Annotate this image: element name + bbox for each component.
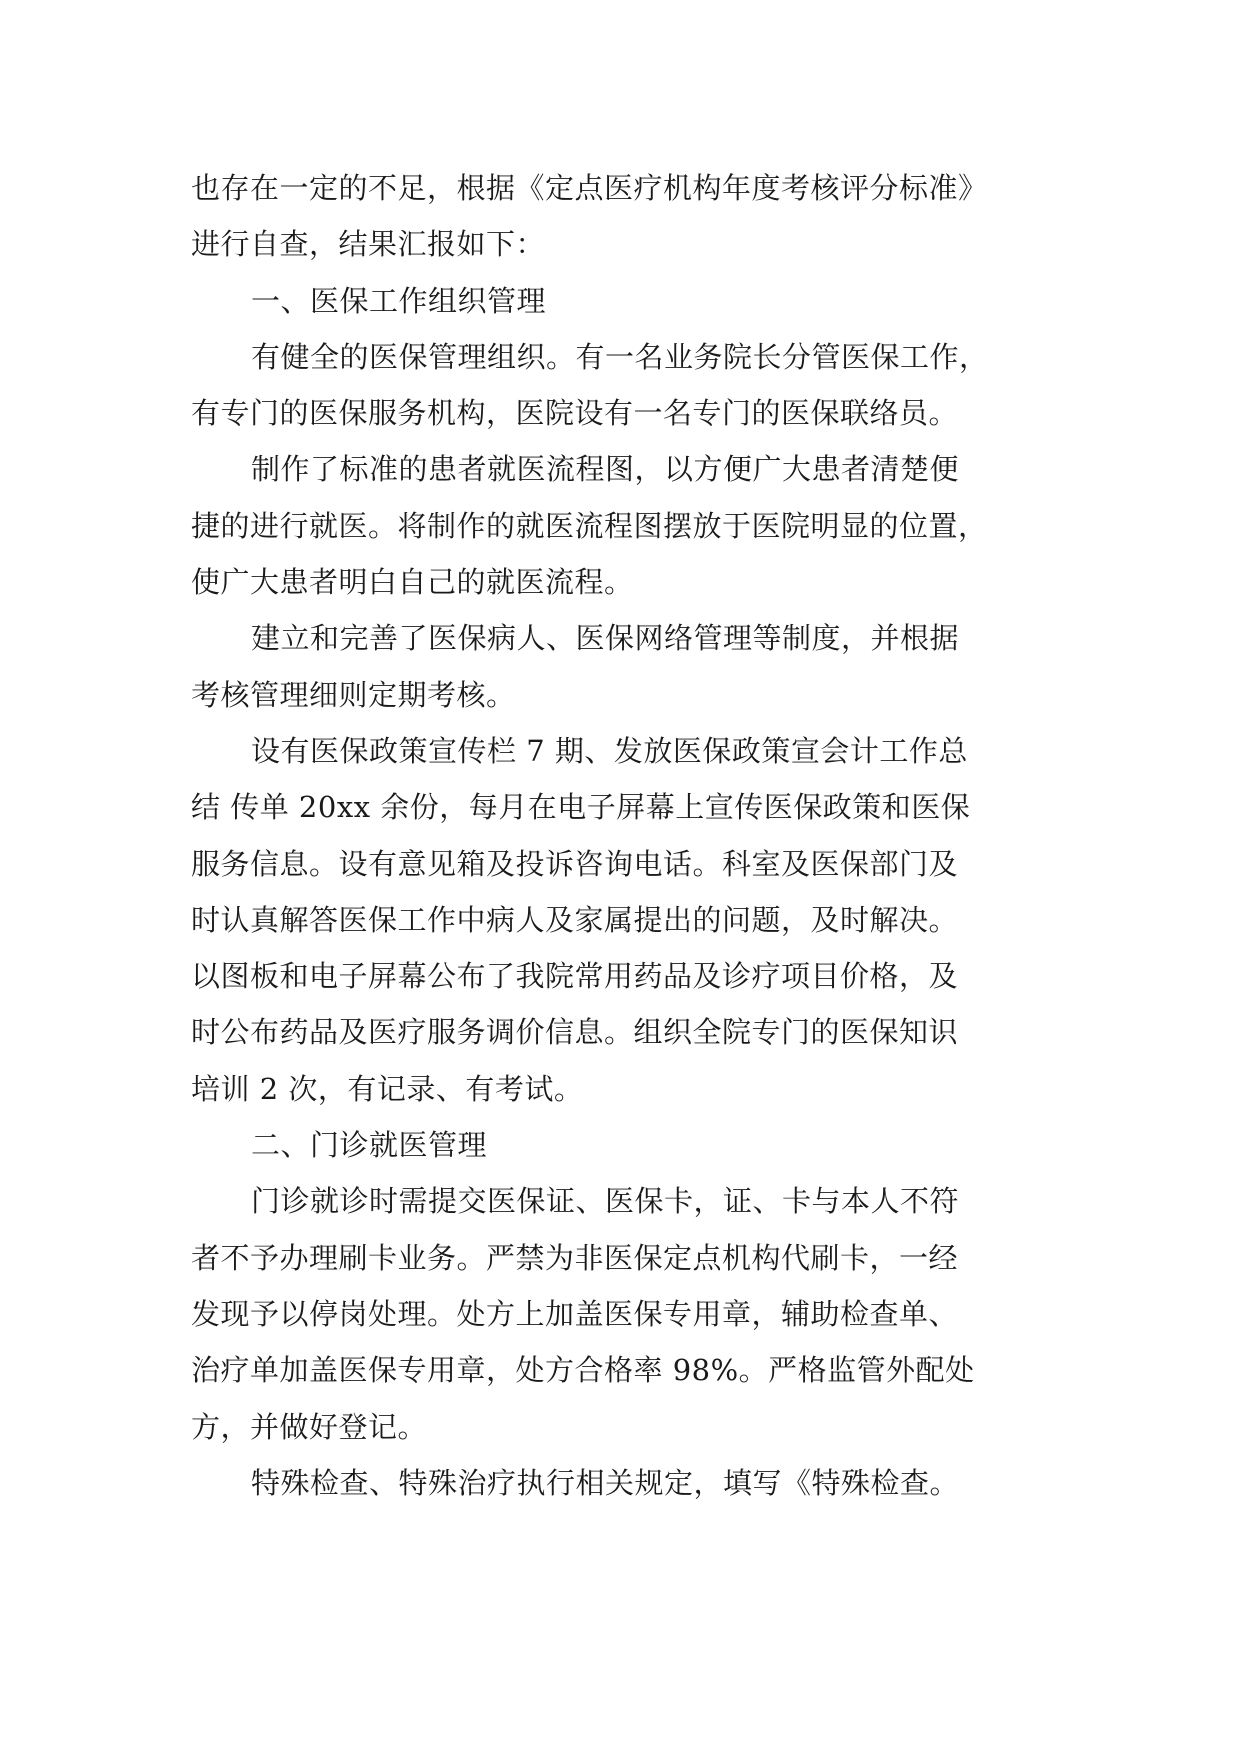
text-line: 时认真解答医保工作中病人及家属提出的问题，及时解决。 — [191, 902, 959, 937]
text-line: 时公布药品及医疗服务调价信息。组织全院专门的医保知识 — [191, 1015, 959, 1050]
text-line: 考核管理细则定期考核。 — [191, 677, 516, 712]
paragraph-start: 制作了标准的患者就医流程图，以方便广大患者清楚便 — [251, 452, 960, 487]
text-line: 进行自查，结果汇报如下： — [191, 227, 546, 262]
paragraph-start: 有健全的医保管理组织。有一名业务院长分管医保工作， — [251, 339, 989, 374]
text-line: 也存在一定的不足，根据《定点医疗机构年度考核评分标准》 — [191, 171, 988, 205]
text-line: 方，并做好登记。 — [191, 1409, 428, 1444]
paragraph-start: 建立和完善了医保病人、医保网络管理等制度，并根据 — [251, 621, 960, 656]
document-body — [191, 160, 1051, 1511]
text-line: 以图板和电子屏幕公布了我院常用药品及诊疗项目价格，及 — [191, 959, 959, 994]
text-line: 有专门的医保服务机构，医院设有一名专门的医保联络员。 — [191, 396, 959, 431]
text-line: 培训 2 次，有记录、有考试。 — [191, 1071, 584, 1106]
paragraph-start: 设有医保政策宣传栏 7 期、发放医保政策宣会计工作总 — [251, 733, 968, 768]
text-line: 服务信息。设有意见箱及投诉咨询电话。科室及医保部门及 — [191, 846, 959, 881]
section-heading-2: 二、门诊就医管理 — [251, 1128, 488, 1163]
section-heading-1: 一、医保工作组织管理 — [251, 283, 547, 318]
text-line: 治疗单加盖医保专用章，处方合格率 98%。严格监管外配处 — [191, 1353, 975, 1388]
text-line: 结 传单 20xx 余份，每月在电子屏幕上宣传医保政策和医保 — [191, 790, 971, 825]
text-line: 使广大患者明白自己的就医流程。 — [191, 565, 634, 600]
text-line: 捷的进行就医。将制作的就医流程图摆放于医院明显的位置， — [191, 508, 988, 543]
paragraph-start: 门诊就诊时需提交医保证、医保卡，证、卡与本人不符 — [251, 1184, 960, 1219]
text-line: 者不予办理刷卡业务。严禁为非医保定点机构代刷卡，一经 — [191, 1240, 959, 1275]
paragraph-start: 特殊检查、特殊治疗执行相关规定，填写《特殊检查。 — [251, 1465, 960, 1500]
text-line: 发现予以停岗处理。处方上加盖医保专用章，辅助检查单、 — [191, 1296, 959, 1331]
